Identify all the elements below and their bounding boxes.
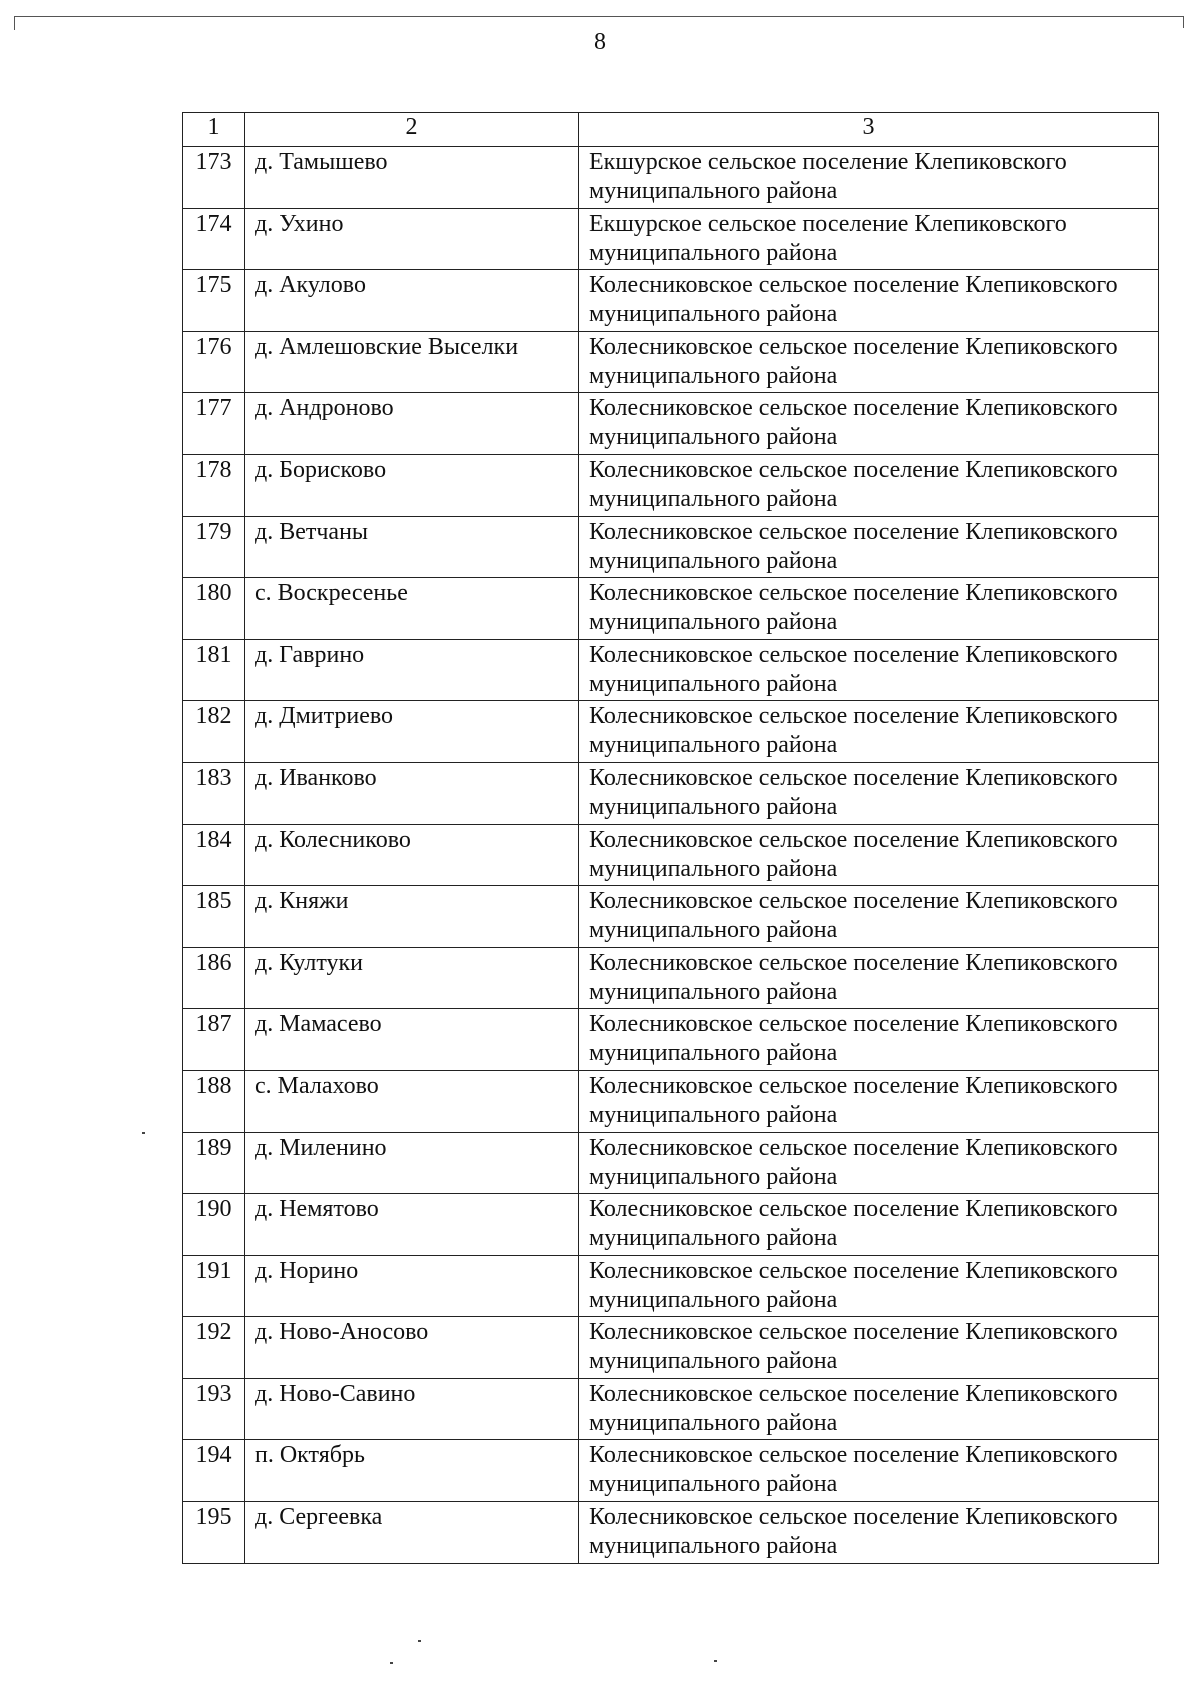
settlement-cell: Колесниковское сельское поселение Клепиковского муниципального района [579, 454, 1159, 516]
row-number-cell: 178 [183, 454, 245, 516]
settlement-cell: Колесниковское сельское поселение Клепиковского муниципального района [579, 1255, 1159, 1317]
page-number: 8 [594, 29, 606, 55]
row-number-cell: 195 [183, 1502, 245, 1564]
table-row [183, 516, 1159, 578]
settlement-cell: Колесниковское сельское поселение Клепиковского муниципального района [579, 1440, 1159, 1502]
row-number-cell: 189 [183, 1132, 245, 1194]
table-row [183, 1070, 1159, 1132]
table-row [183, 578, 1159, 640]
locality-name-cell: д. Борисково [245, 454, 579, 516]
table-row [183, 208, 1159, 270]
settlement-cell: Колесниковское сельское поселение Клепиковского муниципального района [579, 762, 1159, 824]
row-number-cell: 179 [183, 516, 245, 578]
locality-name-cell: д. Дмитриево [245, 701, 579, 763]
table-row [183, 947, 1159, 1009]
settlement-cell: Колесниковское сельское поселение Клепиковского муниципального района [579, 639, 1159, 701]
scan-speck [418, 1640, 421, 1642]
row-number-cell: 191 [183, 1255, 245, 1317]
table-row [183, 639, 1159, 701]
row-number-cell: 185 [183, 886, 245, 948]
locality-name-cell: д. Миленино [245, 1132, 579, 1194]
locality-name-cell: д. Амлешовские Выселки [245, 331, 579, 393]
table-row [183, 331, 1159, 393]
table-row [183, 147, 1159, 209]
locality-name-cell: д. Норино [245, 1255, 579, 1317]
table-header-row [183, 113, 1159, 147]
locality-name-cell: с. Воскресенье [245, 578, 579, 640]
settlement-cell: Екшурское сельское поселение Клепиковского муниципального района [579, 147, 1159, 209]
settlement-cell: Колесниковское сельское поселение Клепиковского муниципального района [579, 393, 1159, 455]
column-header-2: 2 [245, 113, 579, 147]
locality-name-cell: д. Ухино [245, 208, 579, 270]
settlement-cell: Колесниковское сельское поселение Клепиковского муниципального района [579, 1502, 1159, 1564]
row-number-cell: 175 [183, 270, 245, 332]
scan-top-right-edge [1183, 16, 1184, 28]
settlement-cell: Колесниковское сельское поселение Клепиковского муниципального района [579, 701, 1159, 763]
settlement-cell: Колесниковское сельское поселение Клепиковского муниципального района [579, 1378, 1159, 1440]
table-row [183, 270, 1159, 332]
table-row [183, 1502, 1159, 1564]
settlement-cell: Колесниковское сельское поселение Клепиковского муниципального района [579, 1132, 1159, 1194]
locality-name-cell: д. Култуки [245, 947, 579, 1009]
locality-name-cell: д. Гаврино [245, 639, 579, 701]
locality-name-cell: д. Мамасево [245, 1009, 579, 1071]
locality-name-cell: д. Ново-Савино [245, 1378, 579, 1440]
locality-name-cell: д. Тамышево [245, 147, 579, 209]
row-number-cell: 176 [183, 331, 245, 393]
table-row [183, 1009, 1159, 1071]
settlements-table [182, 112, 1159, 1564]
column-header-1: 1 [183, 113, 245, 147]
settlement-cell: Колесниковское сельское поселение Клепиковского муниципального района [579, 578, 1159, 640]
column-header-3: 3 [579, 113, 1159, 147]
table-row [183, 886, 1159, 948]
table-row [183, 1317, 1159, 1379]
locality-name-cell: д. Акулово [245, 270, 579, 332]
row-number-cell: 182 [183, 701, 245, 763]
scan-speck [142, 1132, 145, 1134]
scan-speck [390, 1662, 393, 1664]
row-number-cell: 184 [183, 824, 245, 886]
table-row [183, 1440, 1159, 1502]
table-row [183, 1194, 1159, 1256]
row-number-cell: 177 [183, 393, 245, 455]
row-number-cell: 187 [183, 1009, 245, 1071]
locality-name-cell: д. Колесниково [245, 824, 579, 886]
settlement-cell: Колесниковское сельское поселение Клепиковского муниципального района [579, 1009, 1159, 1071]
scan-top-border [14, 16, 1184, 17]
settlement-cell: Колесниковское сельское поселение Клепиковского муниципального района [579, 331, 1159, 393]
row-number-cell: 192 [183, 1317, 245, 1379]
table-row [183, 1255, 1159, 1317]
locality-name-cell: п. Октябрь [245, 1440, 579, 1502]
table-row [183, 762, 1159, 824]
row-number-cell: 188 [183, 1070, 245, 1132]
settlement-cell: Колесниковское сельское поселение Клепиковского муниципального района [579, 516, 1159, 578]
row-number-cell: 193 [183, 1378, 245, 1440]
row-number-cell: 190 [183, 1194, 245, 1256]
table-row [183, 1378, 1159, 1440]
locality-name-cell: д. Немятово [245, 1194, 579, 1256]
settlement-cell: Колесниковское сельское поселение Клепиковского муниципального района [579, 947, 1159, 1009]
table-row [183, 1132, 1159, 1194]
settlement-cell: Екшурское сельское поселение Клепиковского муниципального района [579, 208, 1159, 270]
settlement-cell: Колесниковское сельское поселение Клепиковского муниципального района [579, 1070, 1159, 1132]
locality-name-cell: д. Иванково [245, 762, 579, 824]
table-row [183, 454, 1159, 516]
settlements-table-body [183, 113, 1159, 1564]
settlement-cell: Колесниковское сельское поселение Клепиковского муниципального района [579, 270, 1159, 332]
locality-name-cell: д. Сергеевка [245, 1502, 579, 1564]
locality-name-cell: д. Андроново [245, 393, 579, 455]
locality-name-cell: д. Княжи [245, 886, 579, 948]
row-number-cell: 186 [183, 947, 245, 1009]
row-number-cell: 181 [183, 639, 245, 701]
locality-name-cell: с. Малахово [245, 1070, 579, 1132]
locality-name-cell: д. Ветчаны [245, 516, 579, 578]
row-number-cell: 183 [183, 762, 245, 824]
table-row [183, 824, 1159, 886]
scan-speck [714, 1660, 717, 1662]
settlement-cell: Колесниковское сельское поселение Клепиковского муниципального района [579, 1317, 1159, 1379]
locality-name-cell: д. Ново-Аносово [245, 1317, 579, 1379]
table-row [183, 701, 1159, 763]
row-number-cell: 174 [183, 208, 245, 270]
settlement-cell: Колесниковское сельское поселение Клепиковского муниципального района [579, 1194, 1159, 1256]
settlement-cell: Колесниковское сельское поселение Клепиковского муниципального района [579, 824, 1159, 886]
row-number-cell: 173 [183, 147, 245, 209]
table-row [183, 393, 1159, 455]
row-number-cell: 194 [183, 1440, 245, 1502]
settlement-cell: Колесниковское сельское поселение Клепиковского муниципального района [579, 886, 1159, 948]
row-number-cell: 180 [183, 578, 245, 640]
